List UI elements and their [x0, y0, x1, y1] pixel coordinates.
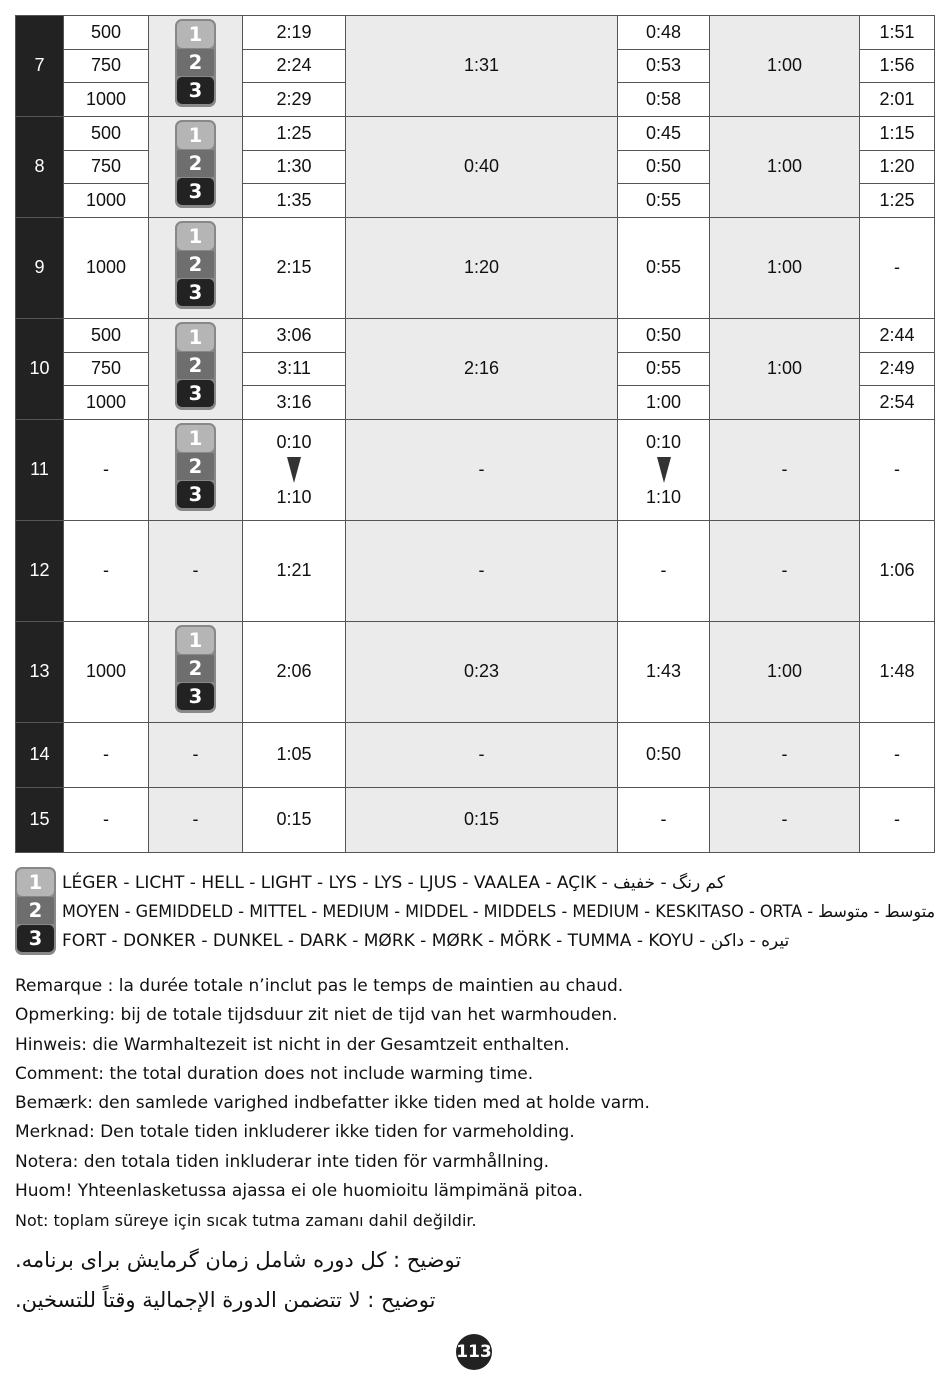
weight-value: 500 — [90, 21, 122, 42]
program-number: 10 — [29, 358, 50, 379]
note-fr: Remarque : la durée totale n’inclut pas le temps de maintien au chaud. — [15, 976, 624, 996]
time-value: 0:55 — [645, 257, 682, 278]
svg-text:2: 2 — [188, 152, 203, 176]
shade-level-icon — [175, 19, 216, 107]
weight-value: - — [103, 459, 109, 480]
svg-text:3: 3 — [188, 483, 203, 507]
table-row — [16, 217, 935, 318]
note-en: Comment: the total duration does not include warming time. — [15, 1063, 534, 1084]
time-value: - — [781, 809, 788, 830]
weight-value: - — [103, 809, 109, 830]
time-value: - — [478, 560, 485, 581]
weight-value: 1000 — [85, 661, 127, 682]
program-number: 12 — [29, 560, 50, 581]
note-tr: Not: toplam süreye için sıcak tutma zamanı dahil değildir. — [15, 1211, 477, 1231]
time-value: - — [781, 744, 788, 765]
note-fi: Huom! Yhteenlasketussa ajassa ei ole huomioitu lämpimänä pitoa. — [15, 1181, 583, 1202]
time-value: 0:40 — [463, 156, 500, 177]
table-row — [16, 318, 935, 352]
time-value: 2:24 — [276, 55, 312, 76]
svg-text:3: 3 — [188, 382, 203, 406]
time-value: 2:06 — [276, 661, 312, 682]
shade-level-icon — [15, 867, 56, 955]
time-value: 1:21 — [276, 560, 312, 581]
time-value: 1:56 — [879, 55, 915, 76]
weight-value: - — [103, 560, 109, 581]
time-value: - — [660, 560, 667, 581]
legend-shade-icon — [15, 867, 56, 959]
shade-value: - — [192, 809, 199, 830]
shade-cell — [149, 217, 243, 318]
time-value: 0:50 — [645, 744, 682, 765]
weight-value: - — [103, 744, 109, 765]
svg-text:3: 3 — [188, 79, 203, 103]
time-value: 1:25 — [879, 190, 915, 211]
program-number: 8 — [34, 156, 45, 177]
table-row — [16, 419, 935, 520]
svg-text:1: 1 — [188, 629, 203, 653]
shade-cell — [149, 16, 243, 117]
time-value: 0:53 — [645, 55, 682, 76]
time-value: 0:50 — [645, 156, 682, 177]
time-value: 2:16 — [463, 358, 500, 379]
table-row — [16, 621, 935, 722]
svg-text:1: 1 — [188, 225, 203, 249]
svg-text:1: 1 — [28, 871, 43, 895]
time-value: 1:00 — [766, 358, 803, 379]
time-value: 2:44 — [879, 324, 915, 345]
time-value: 0:10 — [645, 431, 682, 452]
svg-text:1: 1 — [188, 427, 203, 451]
svg-text:2: 2 — [188, 455, 203, 479]
time-value: 1:20 — [463, 257, 500, 278]
time-value: 2:54 — [879, 392, 915, 413]
note-sv: Notera: den totala tiden inkluderar inte tiden för varmhållning. — [15, 1151, 550, 1172]
weight-value: 1000 — [85, 190, 127, 211]
weight-value: 1000 — [85, 392, 127, 413]
time-value: 1:43 — [645, 661, 682, 682]
time-value: - — [894, 459, 900, 480]
time-value: 0:10 — [276, 431, 312, 452]
notes — [15, 972, 935, 1236]
time-value: 0:45 — [645, 122, 682, 143]
time-value: 1:15 — [879, 122, 915, 143]
time-value: 0:23 — [463, 661, 500, 682]
svg-text:1: 1 — [188, 124, 203, 148]
time-value: 1:00 — [766, 661, 803, 682]
shade-cell — [149, 318, 243, 419]
time-value: 1:00 — [766, 156, 803, 177]
time-value: 1:06 — [879, 560, 915, 581]
svg-text:2: 2 — [188, 657, 203, 681]
shade-level-icon — [175, 322, 216, 410]
time-value: 2:49 — [879, 358, 915, 379]
program-number: 9 — [34, 257, 45, 278]
weight-value: 750 — [90, 358, 122, 379]
time-value: 1:35 — [276, 190, 312, 211]
legend-light: LÉGER - LICHT - HELL - LIGHT - LYS - LYS - LJUS - VAALEA - AÇIK - کم رنگ - خفيف — [62, 873, 725, 893]
time-value: - — [660, 809, 667, 830]
time-value: 1:25 — [276, 122, 312, 143]
note-de: Hinweis: die Warmhaltezeit ist nicht in der Gesamtzeit enthalten. — [15, 1034, 570, 1055]
shade-level-icon — [175, 625, 216, 713]
program-number: 11 — [30, 459, 49, 480]
shade-value: - — [192, 744, 199, 765]
time-value: 3:16 — [276, 392, 312, 413]
weight-value: 1000 — [85, 89, 127, 110]
time-value: 3:06 — [276, 324, 312, 345]
time-value: 0:15 — [276, 809, 312, 830]
program-number: 7 — [34, 55, 45, 76]
time-value: - — [781, 560, 788, 581]
time-value: - — [478, 459, 485, 480]
note-fa: توضیح : کل دوره شامل زمان گرمایش برای برنامه. — [15, 1248, 462, 1272]
time-value: 0:55 — [645, 190, 682, 211]
table-row — [16, 520, 935, 621]
time-value: 1:00 — [766, 55, 803, 76]
legend-dark: FORT - DONKER - DUNKEL - DARK - MØRK - MØRK - MÖRK - TUMMA - KOYU - تیره - داكن — [62, 931, 790, 951]
time-value: 1:10 — [645, 486, 682, 507]
time-value: 0:50 — [645, 324, 682, 345]
shade-cell — [149, 419, 243, 520]
weight-value: 750 — [90, 156, 122, 177]
legend-medium: MOYEN - GEMIDDELD - MITTEL - MEDIUM - MIDDEL - MIDDELS - MEDIUM - KESKITASO - ORTA - متوسط - متوسط — [62, 902, 936, 922]
time-value: 1:00 — [766, 257, 803, 278]
time-value: 0:55 — [645, 358, 682, 379]
time-value: - — [894, 744, 900, 765]
table-row — [16, 116, 935, 150]
weight-value: 500 — [90, 122, 122, 143]
time-value: 2:15 — [276, 257, 312, 278]
arrow-down-icon — [657, 457, 671, 483]
time-value: 2:19 — [276, 21, 312, 42]
shade-level-icon — [175, 120, 216, 208]
time-value: 1:20 — [879, 156, 915, 177]
program-number: 14 — [29, 744, 50, 765]
shade-cell — [149, 621, 243, 722]
table-row — [16, 787, 935, 852]
time-value: 1:10 — [276, 486, 312, 507]
shade-level-icon — [175, 221, 216, 309]
page-number: 113 — [456, 1334, 492, 1370]
svg-text:2: 2 — [28, 899, 43, 923]
note-ar: توضيح : لا تتضمن الدورة الإجمالية وقتاً للتسخين. — [15, 1288, 436, 1312]
svg-text:3: 3 — [28, 927, 43, 951]
shade-value: - — [192, 560, 199, 581]
svg-text:3: 3 — [188, 685, 203, 709]
weight-value: 1000 — [85, 257, 127, 278]
time-value: 0:48 — [645, 21, 682, 42]
time-value: 0:58 — [645, 89, 682, 110]
time-value: 0:15 — [463, 809, 500, 830]
svg-text:1: 1 — [188, 23, 203, 47]
note-no: Merknad: Den totale tiden inkluderer ikke tiden for varmeholding. — [15, 1122, 575, 1143]
shade-cell — [149, 116, 243, 217]
time-value: 1:30 — [276, 156, 312, 177]
time-value: 1:48 — [879, 661, 915, 682]
table-row — [16, 16, 935, 50]
time-value: - — [894, 809, 900, 830]
time-value: 2:01 — [879, 89, 915, 110]
program-number: 13 — [29, 661, 50, 682]
arrow-down-icon — [287, 457, 301, 483]
table-row — [16, 722, 935, 787]
shade-level-icon — [175, 423, 216, 511]
time-value: 2:29 — [276, 89, 312, 110]
note-da: Bemærk: den samlede varighed indbefatter ikke tiden med at holde varm. — [15, 1093, 650, 1114]
time-value: - — [894, 257, 900, 278]
time-value: 1:05 — [276, 744, 312, 765]
svg-text:2: 2 — [188, 253, 203, 277]
time-value: 3:11 — [277, 358, 311, 379]
weight-value: 750 — [90, 55, 122, 76]
svg-text:2: 2 — [188, 51, 203, 75]
svg-text:3: 3 — [188, 180, 203, 204]
time-value: 1:51 — [879, 21, 915, 42]
program-number: 15 — [29, 809, 50, 830]
time-value: 1:00 — [645, 392, 682, 413]
time-value: - — [781, 459, 788, 480]
time-value: - — [478, 744, 485, 765]
note-nl: Opmerking: bij de totale tijdsduur zit niet de tijd van het warmhouden. — [15, 1005, 618, 1026]
time-value: 1:31 — [463, 55, 500, 76]
weight-value: 500 — [90, 324, 122, 345]
svg-text:2: 2 — [188, 354, 203, 378]
svg-text:3: 3 — [188, 281, 203, 305]
program-table — [15, 15, 935, 853]
svg-text:1: 1 — [188, 326, 203, 350]
